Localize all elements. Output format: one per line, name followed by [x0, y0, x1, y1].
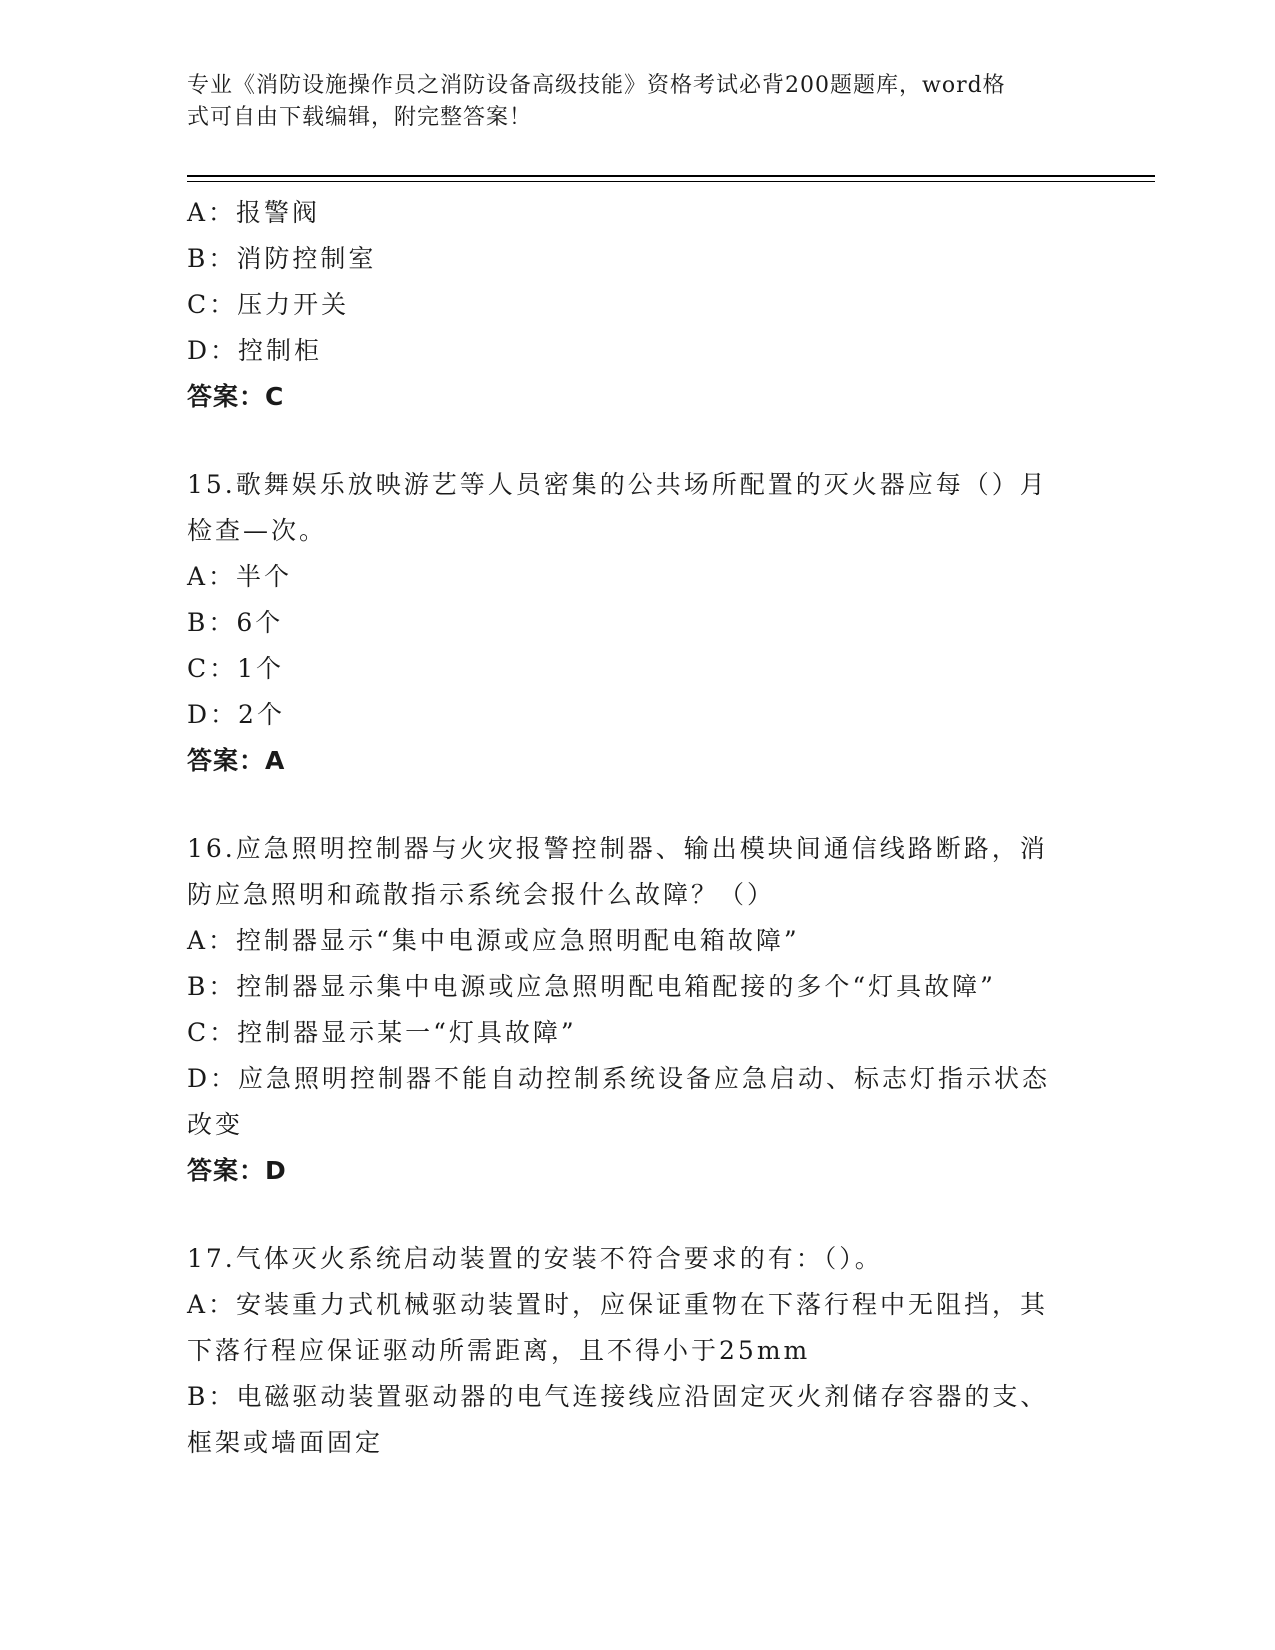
option-c: C：1个 [187, 654, 285, 683]
option-a: A：控制器显示“集中电源或应急照明配电箱故障” [187, 926, 800, 955]
question-17 [187, 1236, 1067, 1466]
option-d: D：控制柜 [187, 336, 323, 365]
option-a: A：半个 [187, 562, 293, 591]
option-c: C：压力开关 [187, 290, 350, 319]
question-16 [187, 826, 1067, 1194]
header-divider-thick [187, 175, 1155, 177]
option-c: C：控制器显示某一“灯具故障” [187, 1018, 577, 1047]
answer: 答案：D [187, 1156, 287, 1185]
option-d-continued: 改变 [187, 1110, 244, 1139]
answer: 答案：C [187, 382, 285, 411]
option-d: D：应急照明控制器不能自动控制系统设备应急启动、标志灯指示状态 [187, 1064, 1051, 1093]
option-b: B：控制器显示集中电源或应急照明配电箱配接的多个“灯具故障” [187, 972, 996, 1001]
question-list [187, 190, 1067, 1466]
option-a: A：安装重力式机械驱动装置时，应保证重物在下落行程中无阻挡，其 [187, 1290, 1049, 1319]
option-a: A：报警阀 [187, 198, 321, 227]
question-stem: 15.歌舞娱乐放映游艺等人员密集的公共场所配置的灭火器应每（）月 [187, 470, 1048, 499]
header-line-2: 式可自由下载编辑，附完整答案！ [187, 105, 533, 130]
question-stem: 防应急照明和疏散指示系统会报什么故障？（） [187, 880, 776, 909]
option-b: B：消防控制室 [187, 244, 377, 273]
question-stem: 检查—次。 [187, 516, 328, 545]
question-15 [187, 462, 1067, 784]
question-stem: 17.气体灭火系统启动装置的安装不符合要求的有：（）。 [187, 1244, 883, 1273]
option-d: D：2个 [187, 700, 285, 729]
option-b: B：6个 [187, 608, 284, 637]
question-stem: 16.应急照明控制器与火灾报警控制器、输出模块间通信线路断路，消 [187, 834, 1048, 863]
document-header [187, 70, 1067, 134]
header-line-1: 专业《消防设施操作员之消防设备高级技能》资格考试必背200题题库，word格 [187, 73, 1006, 98]
option-b-continued: 框架或墙面固定 [187, 1428, 384, 1457]
question-14 [187, 190, 1067, 420]
answer: 答案：A [187, 746, 286, 775]
option-b: B：电磁驱动装置驱动器的电气连接线应沿固定灭火剂储存容器的支、 [187, 1382, 1049, 1411]
header-divider-thin [187, 181, 1155, 182]
option-a-continued: 下落行程应保证驱动所需距离，且不得小于25mm [187, 1336, 811, 1365]
